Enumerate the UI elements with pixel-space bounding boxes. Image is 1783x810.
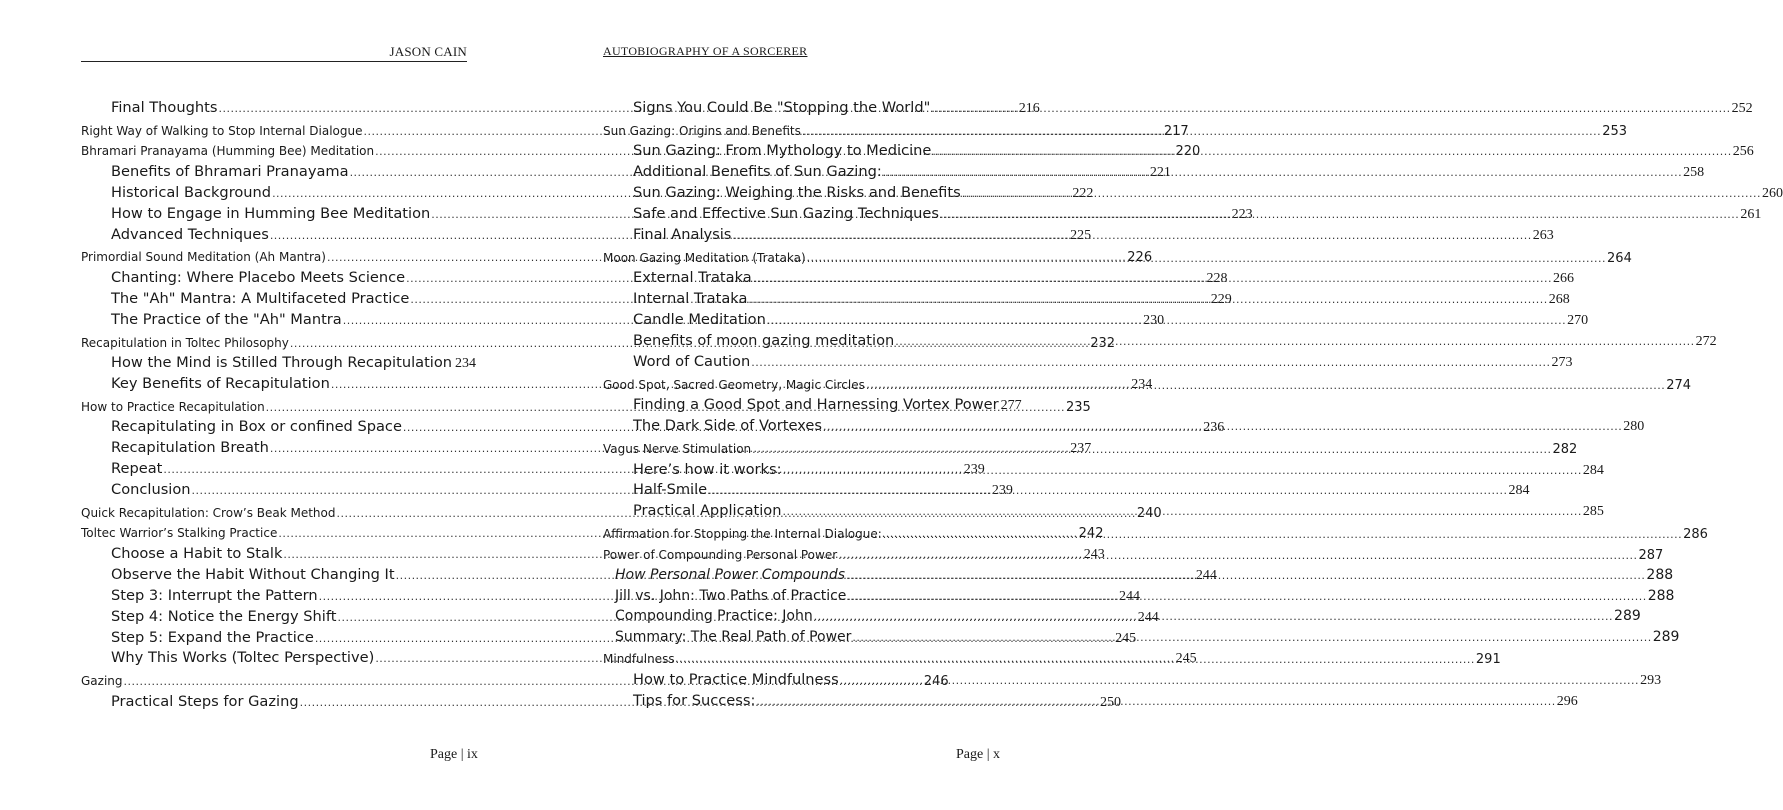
toc-entry-title: How to Practice Mindfulness (633, 670, 839, 688)
toc-entry-title: Quick Recapitulation: Crow’s Beak Method (81, 505, 336, 520)
toc-entry-title: Choose a Habit to Stalk (111, 544, 283, 562)
toc-entry-title: Bhramari Pranayama (Humming Bee) Meditation (81, 144, 375, 159)
dot-leader (783, 461, 1582, 482)
dot-leader (852, 628, 1651, 649)
toc-entry-page-number: 296 (1556, 693, 1578, 709)
toc-entry-title: Right Way of Walking to Stop Internal Dialogue (81, 123, 363, 138)
toc-entry-page-number: 289 (1652, 628, 1680, 645)
dot-leader (751, 353, 1550, 374)
toc-entry-title: Final Thoughts (111, 99, 218, 116)
toc-entry-title: Vagus Nerve Stimulation (603, 442, 752, 457)
toc-entry-page-number: 256 (1732, 144, 1754, 160)
dot-leader (453, 354, 454, 375)
dot-leader (814, 607, 1613, 628)
dot-leader (847, 587, 1646, 608)
toc-section-entry[interactable] (603, 395, 1022, 416)
toc-entry-title: Power of Compounding Personal Power (603, 547, 838, 562)
toc-entry-title: Safe and Effective Sun Gazing Techniques (633, 205, 939, 223)
dot-leader (783, 502, 1582, 523)
toc-entry-title: Benefits of moon gazing meditation (633, 332, 895, 350)
toc-entry-title: Affirmation for Stopping the Internal Dialogue: (603, 527, 882, 542)
dot-leader (846, 566, 1645, 587)
toc-entry-page-number: 258 (1683, 165, 1705, 181)
toc-entry-title: Chanting: Where Placebo Meets Science (111, 268, 406, 286)
toc-entry-page-number: 284 (1582, 462, 1604, 478)
toc-entry-page-number: 234 (455, 356, 476, 372)
toc-entry-page-number: 263 (1532, 227, 1554, 243)
toc-entry-page-number: 229 (1210, 291, 1232, 307)
toc-entry-page-number: 266 (1553, 271, 1575, 287)
toc-entry-title: Internal Trataka (633, 290, 748, 308)
dot-leader (940, 205, 1739, 226)
toc-entry-page-number: 244 (1137, 609, 1159, 625)
running-header-author: JASON CAIN (81, 44, 467, 62)
toc-entry-page-number: 287 (1638, 547, 1664, 563)
toc-entry-title: Sun Gazing: From Mythology to Medicine (633, 142, 932, 160)
toc-entry-page-number: 216 (1018, 101, 1040, 116)
toc-entry-page-number: 245 (1115, 630, 1137, 646)
toc-entry-page-number: 236 (1203, 420, 1225, 436)
toc-entry-title: Conclusion (111, 481, 191, 499)
toc-section-entry[interactable] (603, 352, 1573, 373)
toc-entry-page-number: 261 (1740, 207, 1762, 223)
toc-entry-title: Advanced Techniques (111, 225, 269, 243)
dot-leader (748, 290, 1547, 311)
toc-entry-title: Gazing (81, 674, 123, 689)
toc-entry-page-number: 242 (1078, 526, 1104, 542)
toc-entry-title: Mindfulness (603, 652, 675, 667)
toc-entry-title: Practical Steps for Gazing (111, 692, 299, 710)
toc-entry-page-number: 264 (1607, 250, 1632, 266)
toc-entry-page-number: 288 (1646, 567, 1674, 584)
toc-section-entry[interactable] (603, 480, 1530, 501)
dot-leader (732, 226, 1531, 247)
toc-entry-page-number: 280 (1623, 419, 1645, 435)
dot-leader (883, 163, 1682, 184)
dot-leader (932, 142, 1731, 163)
toc-entry-page-number: 250 (1099, 694, 1121, 710)
toc-entry-title: Step 3: Interrupt the Pattern (111, 586, 318, 604)
toc-entry-title: Repeat (111, 460, 163, 478)
toc-entry-page-number: 239 (963, 462, 985, 478)
running-header-title: AUTOBIOGRAPHY OF A SORCERER (603, 44, 808, 58)
dot-leader (838, 546, 1637, 567)
toc-entry-title: Key Benefits of Recapitulation (111, 375, 330, 393)
toc-entry-title: The Practice of the "Ah" Mantra (111, 310, 342, 328)
toc-entry-page-number: 232 (1090, 335, 1116, 351)
toc-entry-page-number: 253 (1602, 123, 1628, 139)
toc-entry-page-number: 274 (1666, 377, 1692, 393)
dot-leader (840, 671, 1639, 692)
toc-entry-page-number: 284 (1508, 483, 1530, 499)
toc-entry-title: Half-Smile (633, 481, 708, 499)
dot-leader (756, 692, 1555, 713)
toc-entry-title: Step 4: Notice the Energy Shift (111, 607, 337, 625)
toc-entry-title: Compounding Practice: John (615, 608, 813, 625)
toc-entry-page-number: 289 (1614, 608, 1641, 625)
toc-entry-title: Historical Background (111, 183, 272, 201)
toc-entry-page-number: 270 (1567, 313, 1589, 329)
page-number-right: Page | x (956, 747, 1001, 762)
toc-entry-page-number: 252 (1731, 101, 1753, 116)
toc-entry-page-number: 222 (1072, 185, 1094, 201)
toc-entry-title: Practical Application (633, 502, 782, 520)
toc-entry-page-number: 293 (1640, 672, 1662, 688)
toc-entry-page-number: 230 (1143, 312, 1165, 328)
toc-entry-title: How to Engage in Humming Bee Meditation (111, 204, 431, 222)
toc-entry-title: Tips for Success: (633, 691, 756, 709)
toc-entry-title: Good Spot, Sacred Geometry, Magic Circles (603, 377, 865, 392)
dot-leader (708, 481, 1507, 502)
dot-leader (823, 417, 1622, 438)
toc-entry-title: Word of Caution (633, 352, 751, 370)
toc-entry-title: Moon Gazing Meditation (Trataka) (603, 250, 806, 265)
toc-entry-title: Sun Gazing: Weighing the Risks and Benefits (633, 184, 961, 202)
toc-entry-title: Step 5: Expand the Practice (111, 628, 314, 646)
toc-entry-page-number: 285 (1582, 504, 1604, 520)
toc-entry-title: Candle Meditation (633, 311, 766, 329)
toc-entry-page-number: 273 (1551, 354, 1573, 370)
toc-entry-page-number: 282 (1552, 442, 1578, 458)
toc-entry-title: The "Ah" Mantra: A Multifaceted Practice (111, 289, 410, 307)
toc-entry-page-number: 245 (1175, 651, 1197, 667)
dot-leader (931, 99, 1730, 120)
dot-leader (866, 376, 1665, 397)
toc-entry-title: Jill vs. John: Two Paths of Practice (615, 587, 847, 604)
toc-entry-page-number: 272 (1695, 334, 1717, 350)
toc-entry-page-number: 221 (1149, 164, 1171, 180)
toc-entry-title: Sun Gazing: Origins and Benefits (603, 123, 801, 138)
toc-entry-page-number: 239 (991, 483, 1013, 499)
dot-leader (895, 332, 1694, 353)
toc-entry-page-number: 240 (1136, 505, 1162, 521)
dot-leader (753, 269, 1552, 290)
toc-entry-page-number: 217 (1163, 123, 1189, 139)
dot-leader (676, 650, 1475, 671)
toc-entry-page-number: 268 (1548, 292, 1570, 308)
toc-entry-page-number: 246 (923, 674, 949, 690)
toc-entry-page-number: 277 (1000, 398, 1022, 414)
toc-entry-page-number: 291 (1475, 652, 1501, 668)
toc-entry-page-number: 228 (1206, 270, 1228, 286)
toc-entry-title: Observe the Habit Without Changing It (111, 565, 395, 583)
toc-entry-title: Benefits of Bhramari Pranayama (111, 162, 349, 180)
toc-entry-title: Signs You Could Be "Stopping the World" (633, 99, 931, 116)
toc-entry-title: Summary: The Real Path of Power (615, 628, 852, 645)
toc-entry-title: Primordial Sound Meditation (Ah Mantra) (81, 250, 326, 265)
toc-entry-page-number: 235 (1066, 399, 1091, 415)
toc-entry-title: How the Mind is Stilled Through Recapitulation (111, 354, 453, 372)
toc-section-entry[interactable] (81, 353, 476, 374)
dot-leader (962, 184, 1761, 205)
toc-entry-title: Finding a Good Spot and Harnessing Vortex Power (633, 396, 999, 414)
toc-entry-page-number: 243 (1083, 546, 1105, 562)
toc-entry-title: The Dark Side of Vortexes (633, 417, 822, 435)
toc-entry-page-number: 237 (1070, 441, 1092, 457)
toc-entry-title: External Trataka (633, 269, 752, 287)
toc-entry-title: Final Analysis (633, 225, 732, 243)
toc-entry-title: Recapitulation Breath (111, 439, 269, 457)
dot-leader (752, 440, 1551, 461)
toc-entry-page-number: 234 (1131, 377, 1153, 393)
toc-entry-title: Toltec Warrior’s Stalking Practice (81, 526, 278, 541)
dot-leader (807, 249, 1606, 270)
toc-entry-page-number: 260 (1762, 186, 1783, 202)
toc-entry-page-number: 225 (1070, 227, 1092, 243)
toc-entry-page-number: 220 (1175, 144, 1201, 160)
toc-entry-title: Why This Works (Toltec Perspective) (111, 649, 375, 667)
toc-entry-title: How Personal Power Compounds (615, 567, 846, 584)
toc-entry-page-number: 244 (1119, 588, 1140, 604)
toc-section-entry[interactable] (603, 670, 1662, 691)
toc-entry-page-number: 286 (1683, 527, 1708, 543)
toc-entry-page-number: 244 (1195, 567, 1217, 583)
toc-entry-title: Additional Benefits of Sun Gazing: (633, 163, 882, 181)
toc-entry-page-number: 223 (1231, 206, 1253, 222)
toc-entry-page-number: 288 (1647, 587, 1675, 604)
toc-entry-title: Recapitulating in Box or confined Space (111, 418, 402, 436)
page-number-left: Page | ix (430, 747, 478, 762)
dot-leader (802, 122, 1601, 143)
dot-leader (767, 311, 1566, 332)
toc-entry-title: How to Practice Recapitulation (81, 399, 265, 414)
toc-entry-page-number: 226 (1127, 250, 1153, 266)
dot-leader (883, 525, 1682, 546)
toc-entry-title: Here’s how it works: (633, 460, 782, 478)
toc-entry-title: Recapitulation in Toltec Philosophy (81, 335, 289, 350)
toc-section-entry[interactable] (603, 460, 1604, 481)
